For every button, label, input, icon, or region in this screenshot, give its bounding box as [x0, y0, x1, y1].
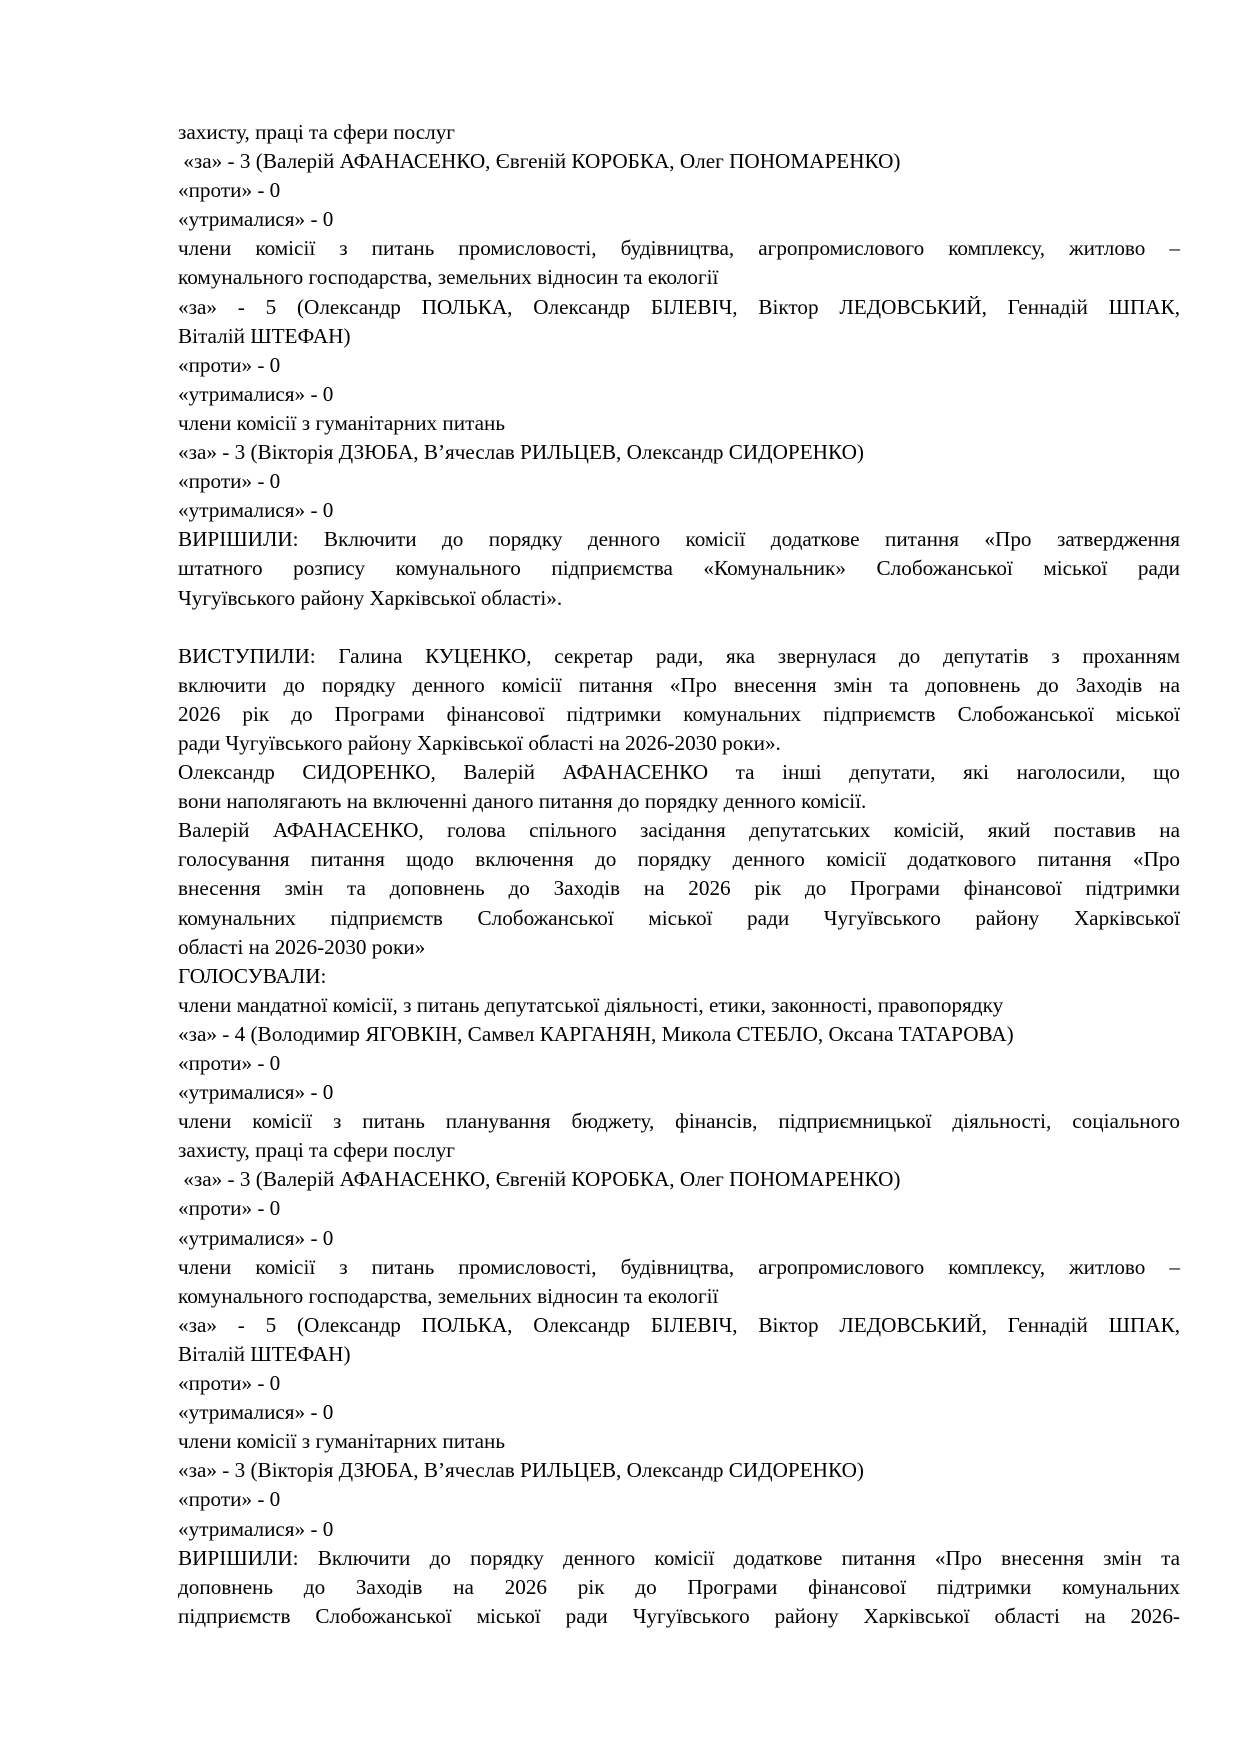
decision-line: ВИРІШИЛИ: Включити до порядку денного комісії додаткове питання «Про внесення змін та: [178, 1545, 1180, 1570]
document-page: [178, 118, 1180, 1631]
decision-line: ВИРІШИЛИ: Включити до порядку денного комісії додаткове питання «Про затвердження: [178, 527, 1180, 552]
speech-line: вони наполягають на включенні даного питання до порядку денного комісії.: [178, 789, 867, 814]
text-line: «утрималися» - 0: [178, 1080, 334, 1105]
text-line: «проти» - 0: [178, 1371, 281, 1396]
text-line: «проти» - 0: [178, 1051, 281, 1075]
text-line: захисту, праці та сфери послуг: [178, 1138, 455, 1163]
text-line: члени комісії з питань промисловості, будівництва, агропромислового комплексу, житлово –: [178, 236, 1180, 261]
text-line: «утрималися» - 0: [178, 1400, 334, 1425]
text-line: «за» - 3 (Вікторія ДЗЮБА, В’ячеслав РИЛЬЦЕВ, Олександр СИДОРЕНКО): [178, 1458, 864, 1483]
text-line: «проти» - 0: [178, 1487, 281, 1512]
text-line: «за» - 3 (Валерій АФАНАСЕНКО, Євгеній КОРОБКА, Олег ПОНОМАРЕНКО): [178, 149, 901, 174]
text-line: члени комісії з питань промисловості, будівництва, агропромислового комплексу, житлово –: [178, 1254, 1180, 1279]
text-line: «утрималися» - 0: [178, 207, 334, 232]
text-line: захисту, праці та сфери послуг: [178, 120, 455, 144]
speech-line: ВИСТУПИЛИ: Галина КУЦЕНКО, секретар ради, яка звернулася до депутатів з проханням: [178, 643, 1180, 668]
speech-line: області на 2026-2030 роки»: [178, 934, 426, 959]
speech-line: 2026 рік до Програми фінансової підтримки комунальних підприємств Слобожанської міської: [178, 701, 1180, 726]
decision-line: доповнень до Заходів на 2026 рік до Програми фінансової підтримки комунальних: [178, 1574, 1180, 1599]
text-line: «утрималися» - 0: [178, 1225, 334, 1250]
text-line: «утрималися» - 0: [178, 1516, 334, 1541]
text-line: члени комісії з гуманітарних питань: [178, 410, 506, 435]
text-line: «за» - 3 (Вікторія ДЗЮБА, В’ячеслав РИЛЬЦЕВ, Олександр СИДОРЕНКО): [178, 440, 864, 465]
text-line: Віталій ШТЕФАН): [178, 1341, 351, 1366]
decision-line: штатного розпису комунального підприємства «Комунальник» Слобожанської міської ради: [178, 556, 1180, 581]
speech-line: голосування питання щодо включення до порядку денного комісії додаткового питання «Про: [178, 847, 1180, 872]
text-line: «проти» - 0: [178, 352, 281, 377]
text-line: «за» - 5 (Олександр ПОЛЬКА, Олександр БІЛЕВІЧ, Віктор ЛЕДОВСЬКИЙ, Геннадій ШПАК,: [178, 294, 1180, 319]
speech-line: Олександр СИДОРЕНКО, Валерій АФАНАСЕНКО та інші депутати, які наголосили, що: [178, 760, 1180, 785]
speech-line: ради Чугуївського району Харківської області на 2026-2030 роки».: [178, 730, 781, 755]
text-line: «проти» - 0: [178, 1196, 281, 1221]
decision-line: підприємств Слобожанської міської ради Чугуївського району Харківської області на 2026-: [178, 1603, 1180, 1628]
speech-line: внесення змін та доповнень до Заходів на 2026 рік до Програми фінансової підтримки: [178, 876, 1180, 901]
text-line: Віталій ШТЕФАН): [178, 323, 351, 348]
text-line: члени комісії з питань планування бюджету, фінансів, підприємницької діяльності, соціального: [178, 1109, 1180, 1134]
text-line: «за» - 3 (Валерій АФАНАСЕНКО, Євгеній КОРОБКА, Олег ПОНОМАРЕНКО): [178, 1167, 901, 1192]
text-line: члени комісії з гуманітарних питань: [178, 1429, 506, 1454]
decision-line: Чугуївського району Харківської області».: [178, 585, 563, 610]
text-line: члени мандатної комісії, з питань депутатської діяльності, етики, законності, правопорядку: [178, 992, 1004, 1017]
text-line: «проти» - 0: [178, 178, 281, 203]
text-line: «утрималися» - 0: [178, 381, 334, 406]
text-line: комунального господарства, земельних відносин та екології: [178, 1283, 719, 1308]
blank-line: [178, 613, 1180, 642]
text-line: «проти» - 0: [178, 469, 281, 494]
text-line: «за» - 5 (Олександр ПОЛЬКА, Олександр БІЛЕВІЧ, Віктор ЛЕДОВСЬКИЙ, Геннадій ШПАК,: [178, 1312, 1180, 1337]
text-line: «за» - 4 (Володимир ЯГОВКІН, Самвел КАРГАНЯН, Микола СТЕБЛО, Оксана ТАТАРОВА): [178, 1021, 1014, 1046]
text-line: комунального господарства, земельних відносин та екології: [178, 265, 719, 290]
speech-line: комунальних підприємств Слобожанської міської ради Чугуївського району Харківської: [178, 905, 1180, 930]
text-line: «утрималися» - 0: [178, 498, 334, 523]
speech-line: Валерій АФАНАСЕНКО, голова спільного засідання депутатських комісій, який поставив на: [178, 818, 1180, 843]
section-heading: ГОЛОСУВАЛИ:: [178, 963, 327, 988]
speech-line: включити до порядку денного комісії питання «Про внесення змін та доповнень до Заходів на: [178, 672, 1180, 697]
